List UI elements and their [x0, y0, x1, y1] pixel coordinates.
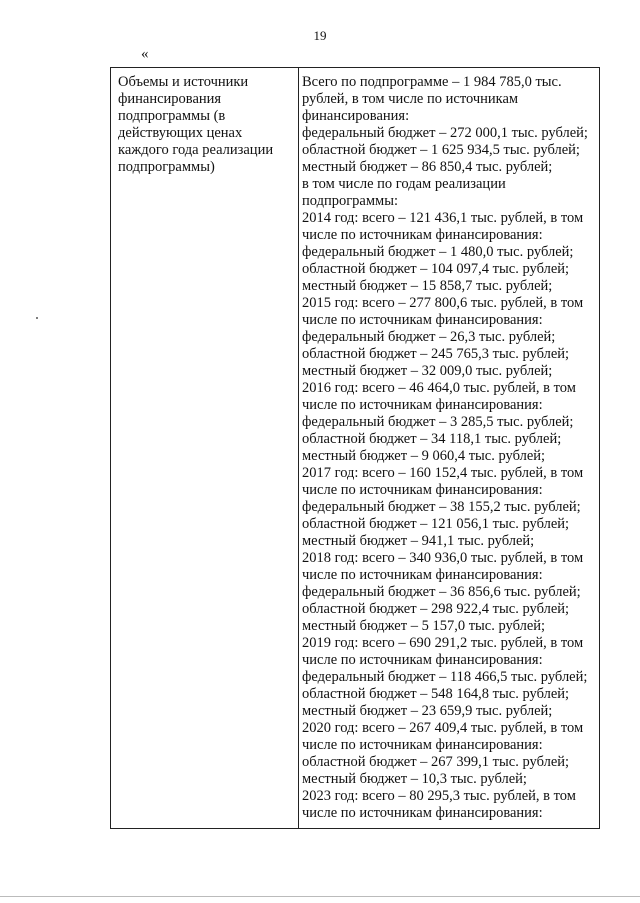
- right-cell-line: 2015 год: всего – 277 800,6 тыс. рублей, в том: [302, 295, 584, 311]
- right-cell-line: местный бюджет – 10,3 тыс. рублей;: [302, 771, 527, 787]
- right-cell-line: 2019 год: всего – 690 291,2 тыс. рублей, в том: [302, 635, 584, 651]
- right-cell-line: областной бюджет – 121 056,1 тыс. рублей;: [302, 516, 570, 532]
- left-cell-line: Объемы и источники: [118, 74, 249, 90]
- left-cell-line: действующих ценах: [118, 125, 243, 141]
- right-cell-line: местный бюджет – 86 850,4 тыс. рублей;: [302, 159, 553, 175]
- left-cell-line: подпрограммы (в: [118, 108, 226, 124]
- right-cell-line: 2014 год: всего – 121 436,1 тыс. рублей, в том: [302, 210, 584, 226]
- page-number: 19: [313, 28, 327, 43]
- scan-speck: [36, 317, 38, 319]
- right-cell-line: финансирования:: [302, 108, 410, 124]
- right-cell-content: [302, 74, 602, 822]
- right-cell-line: рублей, в том числе по источникам: [302, 91, 519, 107]
- right-cell-line: местный бюджет – 941,1 тыс. рублей;: [302, 533, 535, 549]
- right-cell-line: федеральный бюджет – 272 000,1 тыс. рублей;: [302, 125, 588, 141]
- left-cell-line: финансирования: [118, 91, 222, 107]
- right-cell-line: областной бюджет – 245 765,3 тыс. рублей;: [302, 346, 570, 362]
- right-cell-line: числе по источникам финансирования:: [302, 805, 543, 821]
- right-cell-line: областной бюджет – 1 625 934,5 тыс. рублей;: [302, 142, 580, 158]
- right-cell-line: числе по источникам финансирования:: [302, 397, 543, 413]
- right-cell-line: числе по источникам финансирования:: [302, 567, 543, 583]
- right-cell-line: в том числе по годам реализации: [302, 176, 506, 192]
- column-divider: [298, 68, 299, 828]
- right-cell-line: местный бюджет – 15 858,7 тыс. рублей;: [302, 278, 553, 294]
- right-cell-line: 2023 год: всего – 80 295,3 тыс. рублей, в том: [302, 788, 576, 804]
- right-cell-line: числе по источникам финансирования:: [302, 312, 543, 328]
- right-cell-line: областной бюджет – 34 118,1 тыс. рублей;: [302, 431, 562, 447]
- right-cell-line: 2017 год: всего – 160 152,4 тыс. рублей, в том: [302, 465, 584, 481]
- right-cell-line: числе по источникам финансирования:: [302, 737, 543, 753]
- right-cell-line: Всего по подпрограмме – 1 984 785,0 тыс.: [302, 74, 562, 90]
- opening-quote-mark: «: [141, 46, 149, 62]
- right-cell-line: областной бюджет – 298 922,4 тыс. рублей;: [302, 601, 570, 617]
- right-cell-line: областной бюджет – 104 097,4 тыс. рублей;: [302, 261, 570, 277]
- left-cell-line: каждого года реализации: [118, 142, 274, 158]
- financing-table: [110, 67, 600, 829]
- right-cell-line: числе по источникам финансирования:: [302, 652, 543, 668]
- right-cell-line: местный бюджет – 5 157,0 тыс. рублей;: [302, 618, 546, 634]
- right-cell-line: 2020 год: всего – 267 409,4 тыс. рублей, в том: [302, 720, 584, 736]
- left-cell-line: подпрограммы): [118, 159, 215, 175]
- right-cell-line: федеральный бюджет – 38 155,2 тыс. рублей;: [302, 499, 581, 515]
- right-cell-line: федеральный бюджет – 118 466,5 тыс. рублей;: [302, 669, 588, 685]
- right-cell-line: местный бюджет – 9 060,4 тыс. рублей;: [302, 448, 546, 464]
- right-cell-line: 2016 год: всего – 46 464,0 тыс. рублей, в том: [302, 380, 576, 396]
- right-cell-line: подпрограммы:: [302, 193, 398, 209]
- right-cell-line: местный бюджет – 23 659,9 тыс. рублей;: [302, 703, 553, 719]
- right-cell-line: федеральный бюджет – 26,3 тыс. рублей;: [302, 329, 556, 345]
- right-cell-line: числе по источникам финансирования:: [302, 482, 543, 498]
- right-cell-line: 2018 год: всего – 340 936,0 тыс. рублей, в том: [302, 550, 584, 566]
- right-cell-line: федеральный бюджет – 1 480,0 тыс. рублей;: [302, 244, 574, 260]
- right-cell-line: федеральный бюджет – 36 856,6 тыс. рублей;: [302, 584, 581, 600]
- right-cell-line: областной бюджет – 267 399,1 тыс. рублей;: [302, 754, 570, 770]
- right-cell-line: местный бюджет – 32 009,0 тыс. рублей;: [302, 363, 553, 379]
- right-cell-line: федеральный бюджет – 3 285,5 тыс. рублей;: [302, 414, 574, 430]
- right-cell-line: областной бюджет – 548 164,8 тыс. рублей;: [302, 686, 570, 702]
- bottom-rule: [0, 896, 640, 897]
- right-cell-line: числе по источникам финансирования:: [302, 227, 543, 243]
- left-cell-label: [118, 74, 294, 176]
